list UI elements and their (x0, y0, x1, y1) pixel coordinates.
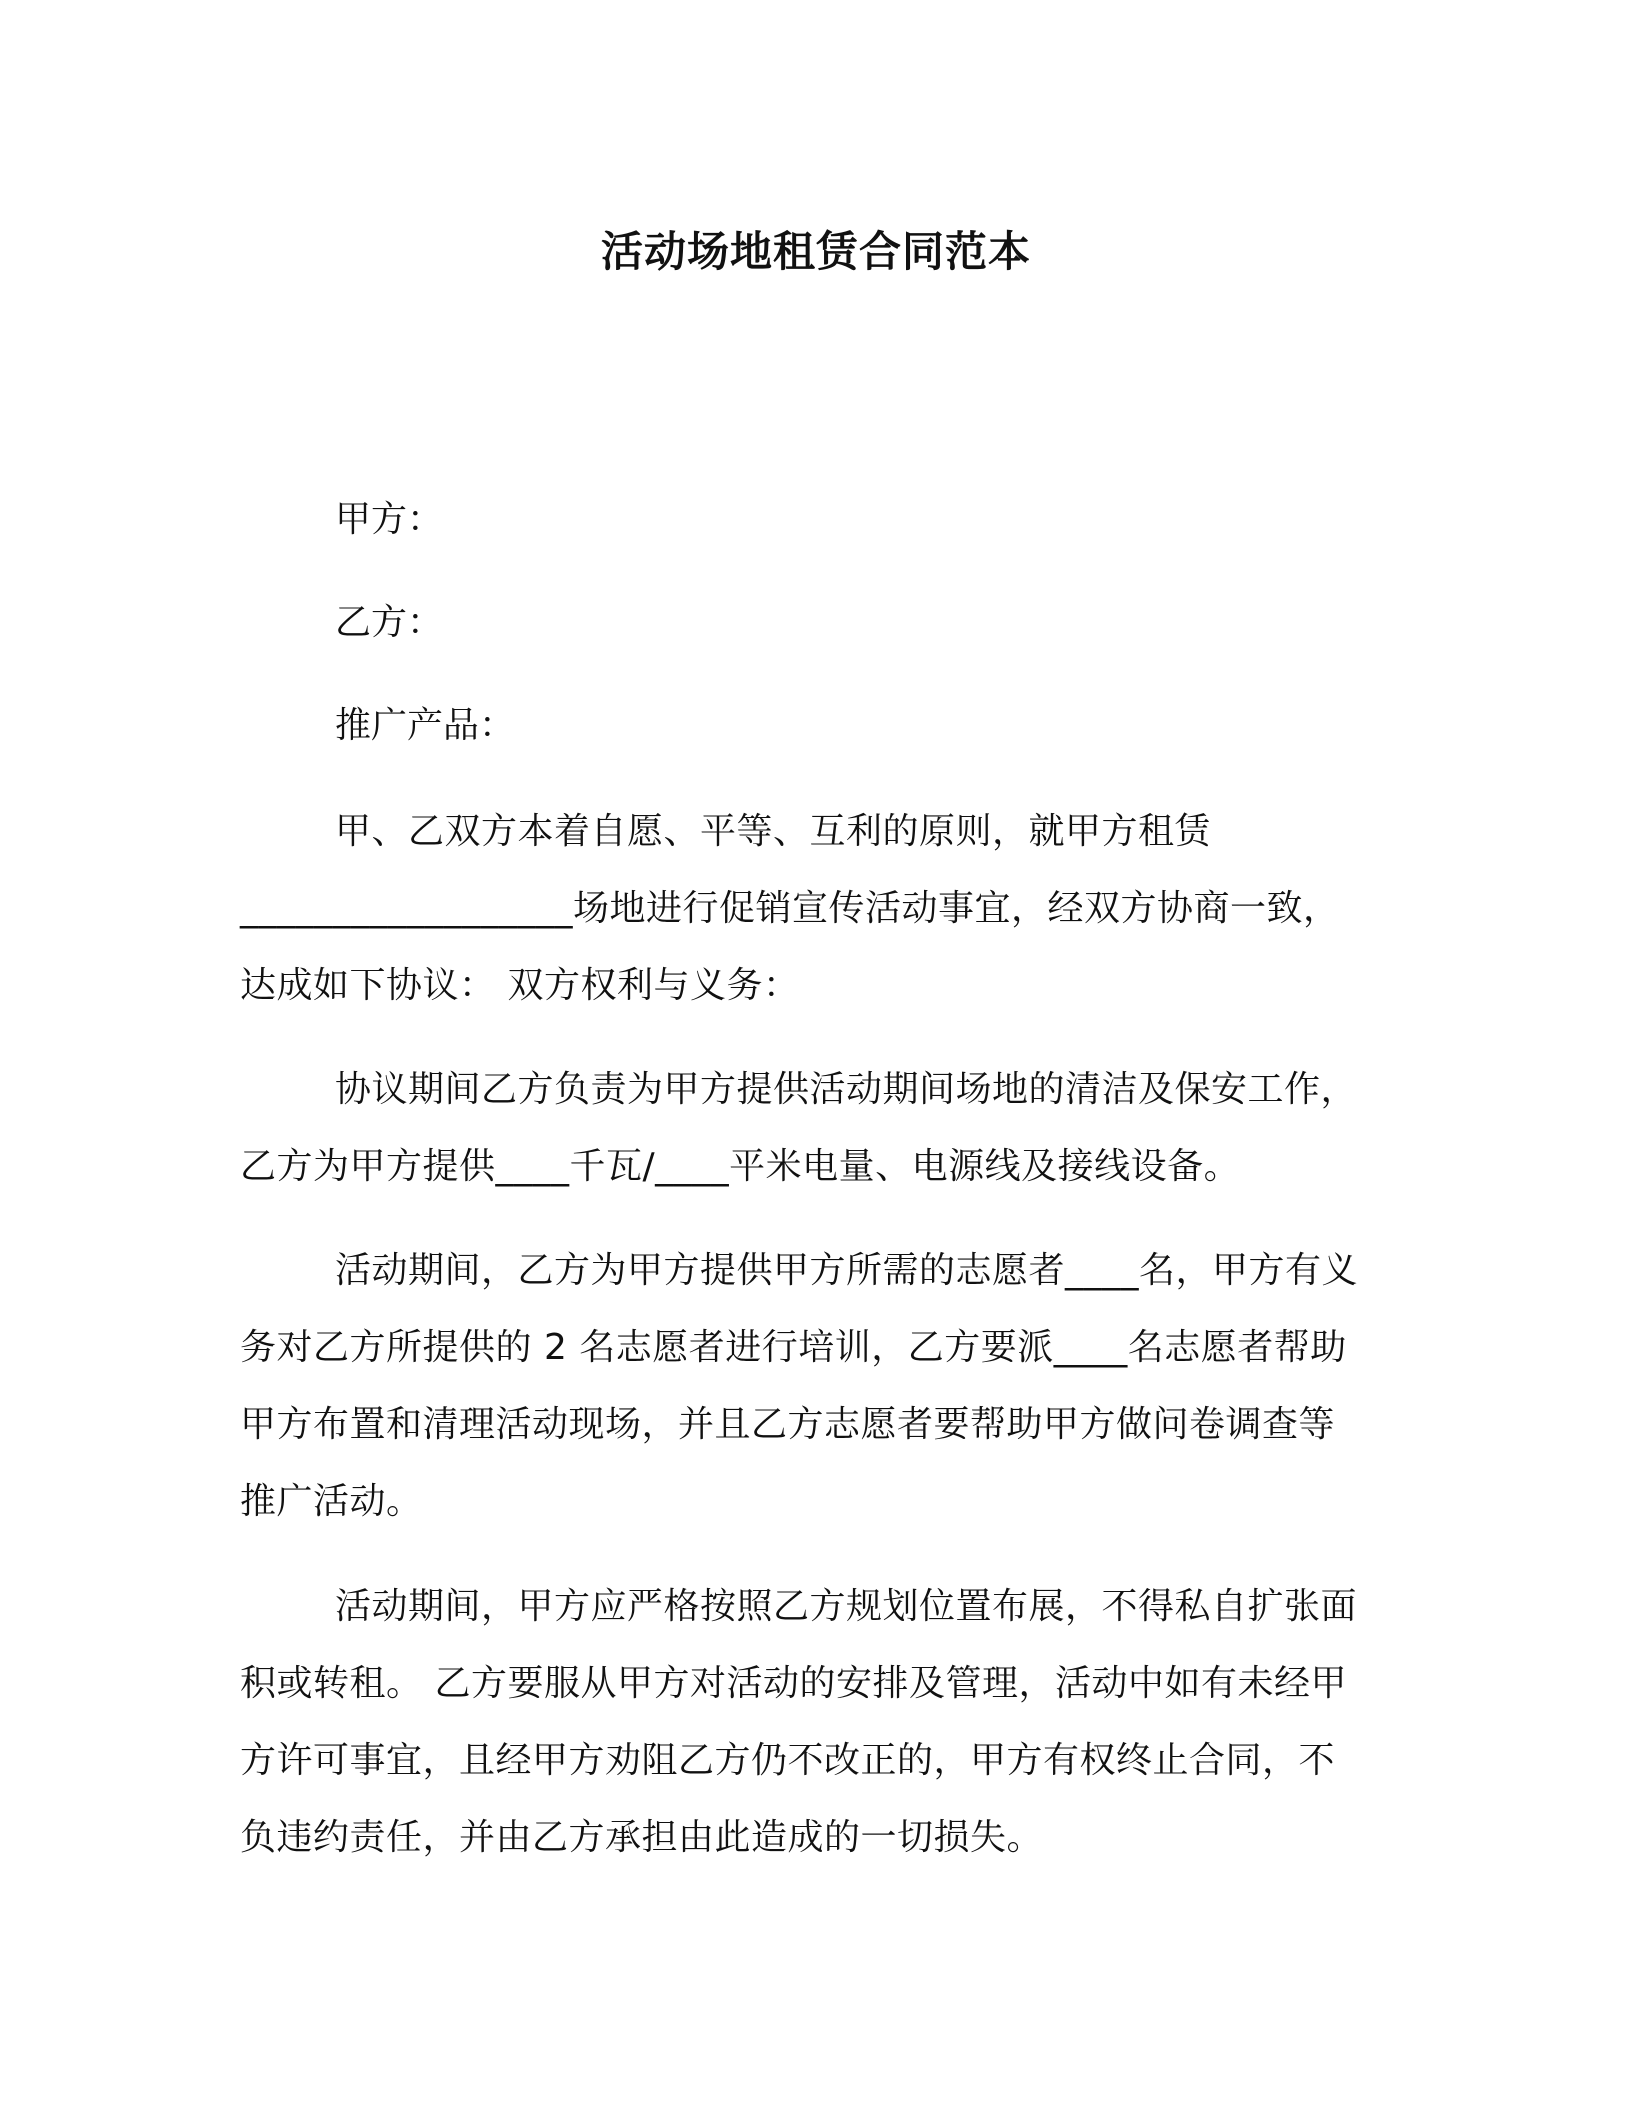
paragraph-line: 活动期间，甲方应严格按照乙方规划位置布展，不得私自扩张面 (335, 1586, 1358, 1627)
document-title: 活动场地租赁合同范本 (600, 227, 1031, 276)
paragraph-line: 积或转租。 乙方要服从甲方对活动的安排及管理，活动中如有未经甲 (240, 1663, 1347, 1704)
party-b-label: 乙方： (335, 602, 444, 643)
paragraph-line: 甲、乙双方本着自愿、平等、互利的原则，就甲方租赁 (335, 811, 1212, 852)
paragraph-line: 乙方为甲方提供____千瓦/____平米电量、电源线及接线设备。 (240, 1146, 1241, 1187)
paragraph-line: 负违约责任，并由乙方承担由此造成的一切损失。 (240, 1817, 1044, 1858)
paragraph-line: 务对乙方所提供的 2 名志愿者进行培训，乙方要派____名志愿者帮助 (240, 1327, 1347, 1368)
paragraph-line: 甲方布置和清理活动现场，并且乙方志愿者要帮助甲方做问卷调查等 (240, 1404, 1336, 1445)
paragraph-line: 协议期间乙方负责为甲方提供活动期间场地的清洁及保安工作， (335, 1069, 1358, 1110)
paragraph-line: 达成如下协议： 双方权利与义务： (240, 965, 800, 1006)
paragraph-line: 活动期间，乙方为甲方提供甲方所需的志愿者____名，甲方有义 (335, 1250, 1359, 1291)
party-a-label: 甲方： (335, 499, 444, 540)
paragraph-line: 方许可事宜，且经甲方劝阻乙方仍不改正的，甲方有权终止合同，不 (240, 1740, 1336, 1781)
paragraph-volunteers (240, 1232, 1395, 1540)
paragraph-cleaning-security (240, 1051, 1395, 1205)
paragraph-line: 推广活动。 (240, 1481, 423, 1522)
product-label: 推广产品： (335, 705, 516, 746)
paragraph-agreement-intro (240, 793, 1395, 1024)
paragraph-layout-rules (240, 1568, 1395, 1876)
paragraph-line: __________________场地进行促销宣传活动事宜，经双方协商一致， (240, 888, 1340, 929)
